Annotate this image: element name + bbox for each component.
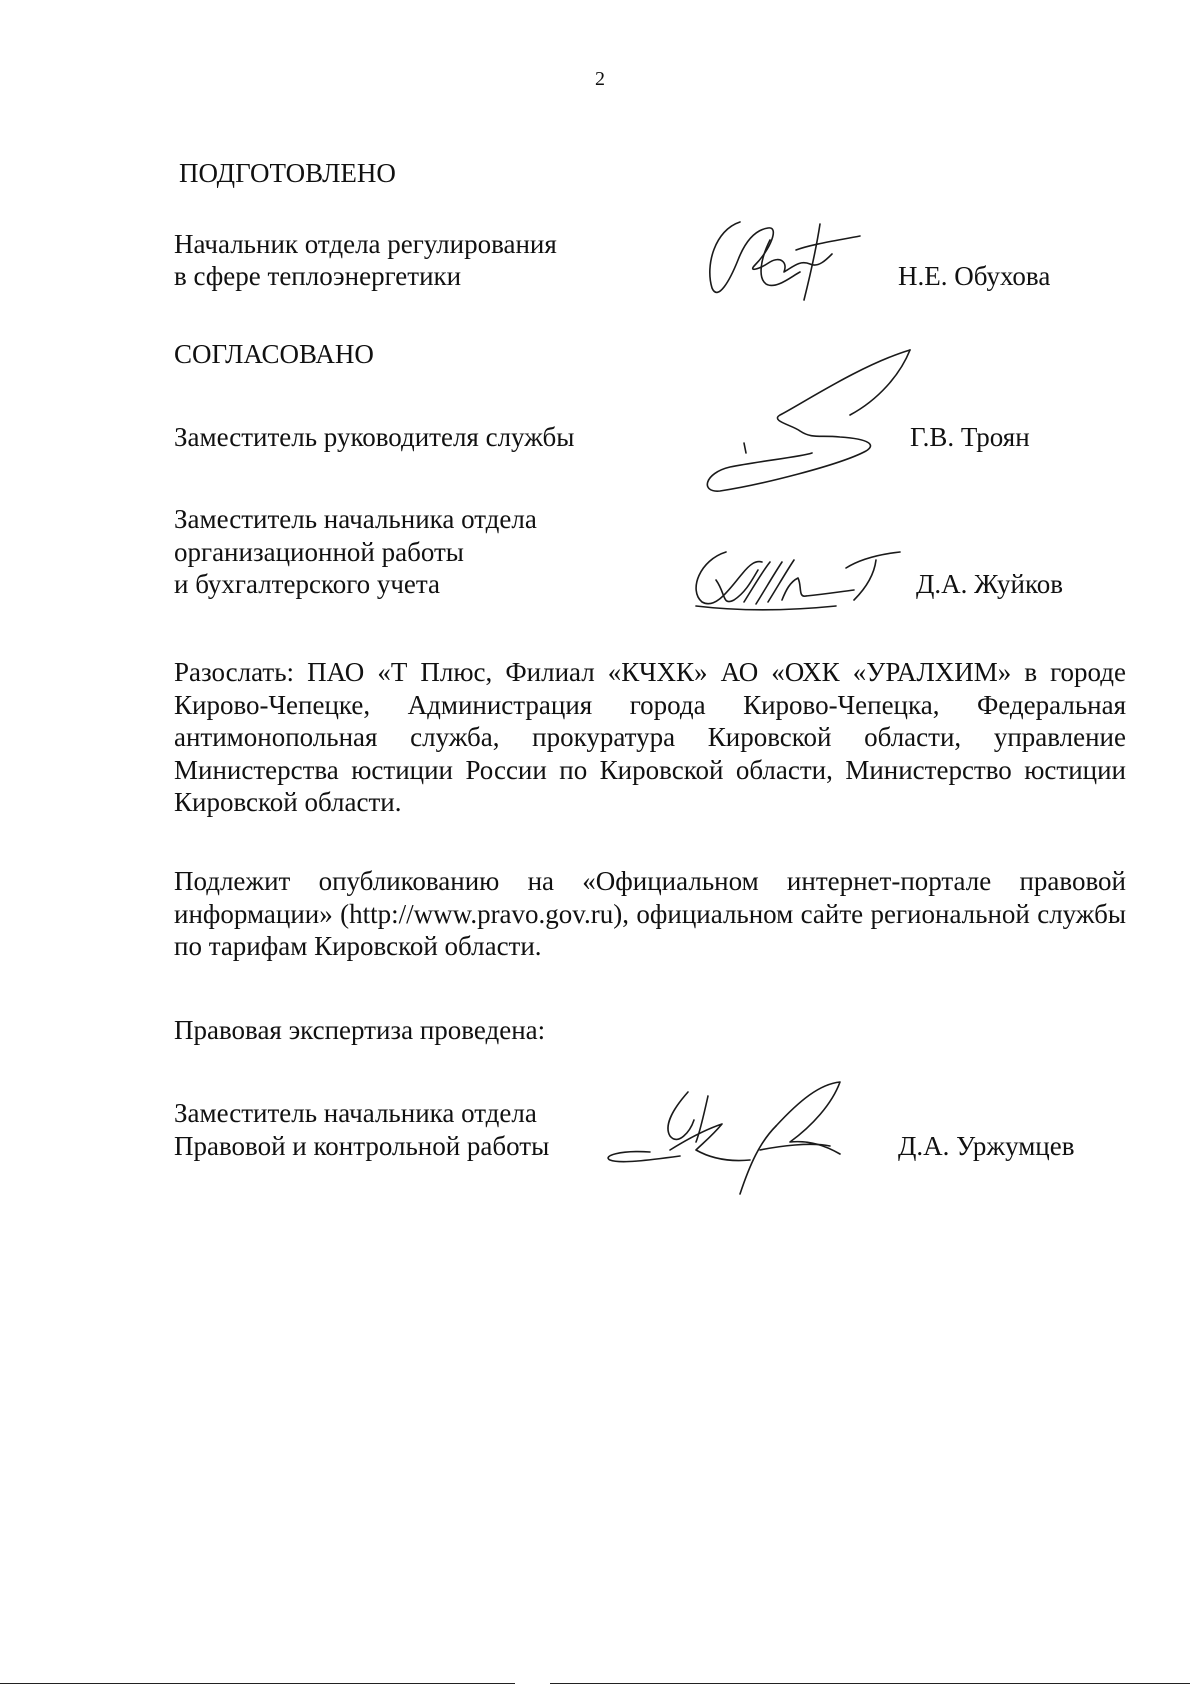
legal-review-position-line-1: Заместитель начальника отдела (174, 1098, 537, 1128)
scan-edge-line-left (0, 1683, 515, 1684)
prepared-position-line-1: Начальник отдела регулирования (174, 229, 557, 259)
prepared-heading: ПОДГОТОВЛЕНО (179, 158, 396, 188)
agreed-signer-1-position: Заместитель руководителя службы (174, 422, 575, 452)
agreed-signer-2-position-line-1: Заместитель начальника отдела (174, 504, 537, 534)
agreed-heading: СОГЛАСОВАНО (174, 339, 374, 369)
agreed-signer-1-signature (700, 345, 930, 505)
distribution-paragraph: Разослать: ПАО «Т Плюс, Филиал «КЧХК» АО «ОХК «УРАЛХИМ» в городе Кирово-Чепецке, Администрация города Кирово-Чепецка, Федеральная антимонопольная служба, прокуратура Кировской области, управление Министерства юстиции России по Кировской области, Министерство юстиции Кировской области. (174, 657, 1126, 817)
publication-paragraph: Подлежит опубликованию на «Официальном интернет-портале правовой информации» (http://www.pravo.gov.ru), официальном сайте региональной службы по тарифам Кировской области. (174, 866, 1126, 961)
legal-review-signer-name: Д.А. Уржумцев (898, 1131, 1075, 1161)
scan-edge-line-right (550, 1683, 1190, 1684)
prepared-position-line-2: в сфере теплоэнергетики (174, 261, 462, 291)
prepared-signature (700, 210, 880, 310)
agreed-signer-2-name: Д.А. Жуйков (916, 569, 1063, 599)
agreed-signer-1-name: Г.В. Троян (910, 422, 1030, 452)
page-number: 2 (595, 68, 605, 90)
legal-review-position-line-2: Правовой и контрольной работы (174, 1131, 550, 1161)
legal-review-heading: Правовая экспертиза проведена: (174, 1015, 546, 1045)
agreed-signer-2-signature (686, 540, 916, 620)
agreed-signer-2-position-line-3: и бухгалтерского учета (174, 569, 441, 599)
legal-review-signature (600, 1080, 900, 1210)
prepared-signer-name: Н.Е. Обухова (898, 261, 1051, 291)
agreed-signer-2-position-line-2: организационной работы (174, 537, 464, 567)
